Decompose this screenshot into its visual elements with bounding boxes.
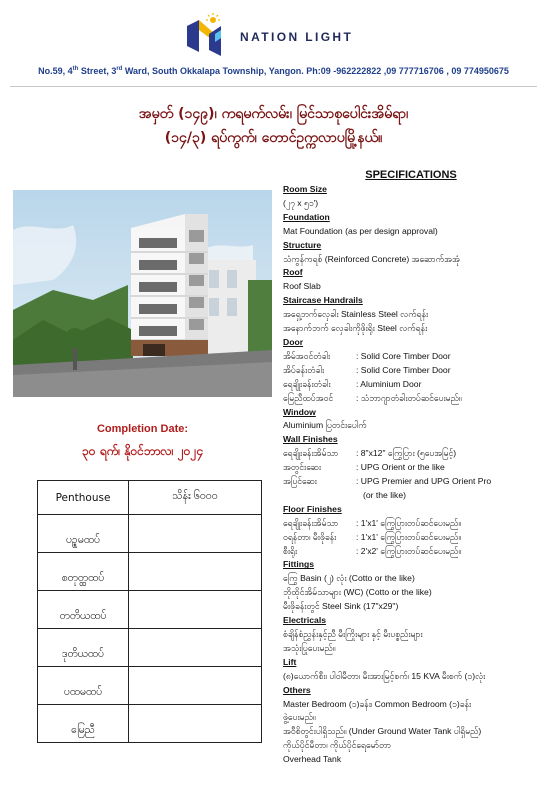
- floor-price: [129, 705, 262, 743]
- spec-others-line: Master Bedroom (၁)ခန်း၊ Common Bedroom (၁)ခန်း: [283, 698, 472, 709]
- floor-name: စတုတ္ထထပ်: [38, 553, 129, 591]
- brand-name: NATION LIGHT: [240, 30, 354, 44]
- spec-wall-row: အပြင်ဆေး : UPG Premier and UPG Orient Pro: [283, 476, 492, 487]
- spec-door-row: အိပ်ခန်းတံခါး : Solid Core Timber Door: [283, 364, 451, 375]
- spec-fittings-line: မီးဖိုခန်းတွင် Steel Sink (17"x29"): [283, 601, 399, 612]
- spec-lift: (၈)ယောက်စီး၊ ပါဝါမီတာ၊ မီးအားမြင့်စက်၊ 15 KVA မီးစက် (၁)လုံး: [283, 670, 486, 681]
- floor-name: မြေညီ: [38, 705, 129, 743]
- floor-price: [129, 629, 262, 667]
- spec-heading-staircase: Staircase Handrails: [283, 295, 363, 306]
- spec-floor-row: စီးရိုး : 2'x2' ကြွေပြားတပ်ဆင်ပေးမည်။: [283, 545, 461, 556]
- spec-wall-row: ရေချိုးခန်းအိမ်သာ : 8"x12" ကြွေပြား (၅ပေအမြင့်): [283, 448, 457, 459]
- spec-door-row: အိမ်အဝင်တံခါး : Solid Core Timber Door: [283, 350, 451, 361]
- completion-date-value: ၃၀ ရက်၊ နိုဝင်ဘာလ၊ ၂၀၂၄: [81, 444, 204, 458]
- floor-price: [129, 667, 262, 705]
- spec-heading-others: Others: [283, 684, 311, 695]
- spec-heading-door: Door: [283, 336, 304, 347]
- project-address-line-2: (၁၄/၃) ရပ်ကွက်၊ တောင်ဥက္ကလာပမြို့နယ်။: [164, 130, 383, 146]
- spec-window: Aluminium ပြတင်းပေါက်: [283, 420, 367, 431]
- spec-staircase-line: အနောက်ဘက် လှေခါးကိုဖိုးရိုး Steel လက်ရန်း: [283, 323, 428, 334]
- table-row: [38, 705, 262, 743]
- spec-floor-row: ရေချိုးခန်းအိမ်သာ : 1'x1' ကြွေပြားတပ်ဆင်ပေးမည်။: [283, 517, 461, 528]
- spec-structure: သံကွန်ကရစ် (Reinforced Concrete) အဆောက်အအုံ: [283, 253, 460, 264]
- spec-heading-foundation: Foundation: [283, 211, 330, 222]
- spec-fittings-line: ကြွေ Basin (၂) လုံး (Cotto or the like): [283, 573, 415, 584]
- nation-light-logo-icon: [185, 12, 235, 56]
- header-divider: [10, 86, 537, 87]
- spec-heading-floor-finishes: Floor Finishes: [283, 503, 342, 514]
- floor-price: သိန်း ၆၀၀၀: [129, 481, 262, 515]
- company-logo: [185, 12, 370, 56]
- spec-door-row: မြေညီထပ်အဝင် : သံဘာဂျာတံခါးတပ်ဆင်ပေးမည်။: [283, 392, 462, 403]
- table-row: [38, 553, 262, 591]
- spec-floor-row: ဝရန်တာ၊ မီးဖိုခန်း : 1'x1' ကြွေပြားတပ်ဆင်ပေးမည်။: [283, 531, 461, 542]
- floor-name: ပထမထပ်: [38, 667, 129, 705]
- company-address: No.59, 4th Street, 3rd Ward, South Okkalapa Township, Yangon. Ph:09 -962222822 ,09 777716706 , 09 774950675: [38, 66, 509, 76]
- project-address-line-1: အမှတ် (၁၄၉)၊ ကရမက်လမ်း၊ မြင်သာစုပေါင်းအိမ်ရာ၊: [138, 106, 409, 122]
- spec-heading-lift: Lift: [283, 656, 297, 667]
- building-photo: [13, 190, 272, 397]
- completion-date-label: Completion Date:: [96, 423, 189, 435]
- floor-name: ပဥ္စမထပ်: [38, 515, 129, 553]
- spec-fittings-line: ဘိုထိုင်အိမ်သာများ (WC) (Cotto or the like): [283, 587, 432, 598]
- table-row: [38, 481, 262, 515]
- floor-price: [129, 553, 262, 591]
- table-row: [38, 591, 262, 629]
- spec-electricals-line: စံချိန်စံညွှန်းနှင့်ညီ မီးကြိုးများ နှင့် မီးပစ္စည်းများ: [283, 629, 423, 639]
- specifications-list: [283, 183, 545, 767]
- spec-others-line: ကိုယ်ပိုင်မီတာ၊ ကိုယ်ပိုင်ရေမော်တာ: [283, 740, 392, 751]
- spec-wall-continuation: (or the like): [363, 489, 406, 500]
- spec-others-line: Overhead Tank: [283, 754, 342, 765]
- spec-heading-electricals: Electricals: [283, 615, 326, 626]
- spec-heading-roof: Roof: [283, 267, 303, 278]
- spec-heading-wall-finishes: Wall Finishes: [283, 434, 338, 445]
- spec-heading-structure: Structure: [283, 239, 322, 250]
- table-row: [38, 515, 262, 553]
- table-row: [38, 667, 262, 705]
- floor-price: [129, 591, 262, 629]
- floor-name: တတိယထပ်: [38, 591, 129, 629]
- floor-price-table: [37, 480, 262, 743]
- table-row: [38, 629, 262, 667]
- spec-electricals-line: အသုံးပြုပေးမည်။: [283, 642, 336, 653]
- floor-name: ဒုတိယထပ်: [38, 629, 129, 667]
- spec-room-size: (၂၇ x ၅၁'): [283, 197, 319, 208]
- floor-name: Penthouse: [38, 481, 129, 515]
- spec-foundation: Mat Foundation (as per design approval): [283, 225, 438, 236]
- spec-others-line: ဖွဲ့ပေးမည်။: [283, 712, 316, 723]
- spec-heading-fittings: Fittings: [283, 559, 315, 570]
- spec-door-row: ရေချိုးခန်းတံခါး : Aluminium Door: [283, 378, 422, 389]
- spec-others-line: အဝီစိတွင်းပါရှိသည်။ (Under Ground Water Tank ပါရှိမည်): [283, 726, 482, 737]
- spec-roof: Roof Slab: [283, 281, 321, 292]
- spec-staircase-line: အရှေ့ဘက်လှေခါး Stainless Steel လက်ရန်း: [283, 309, 429, 320]
- specifications-heading: SPECIFICATIONS: [365, 169, 457, 181]
- spec-wall-row: အတွင်းဆေး : UPG Orient or the like: [283, 462, 445, 473]
- spec-heading-room-size: Room Size: [283, 184, 327, 194]
- spec-heading-window: Window: [283, 406, 316, 417]
- floor-price: [129, 515, 262, 553]
